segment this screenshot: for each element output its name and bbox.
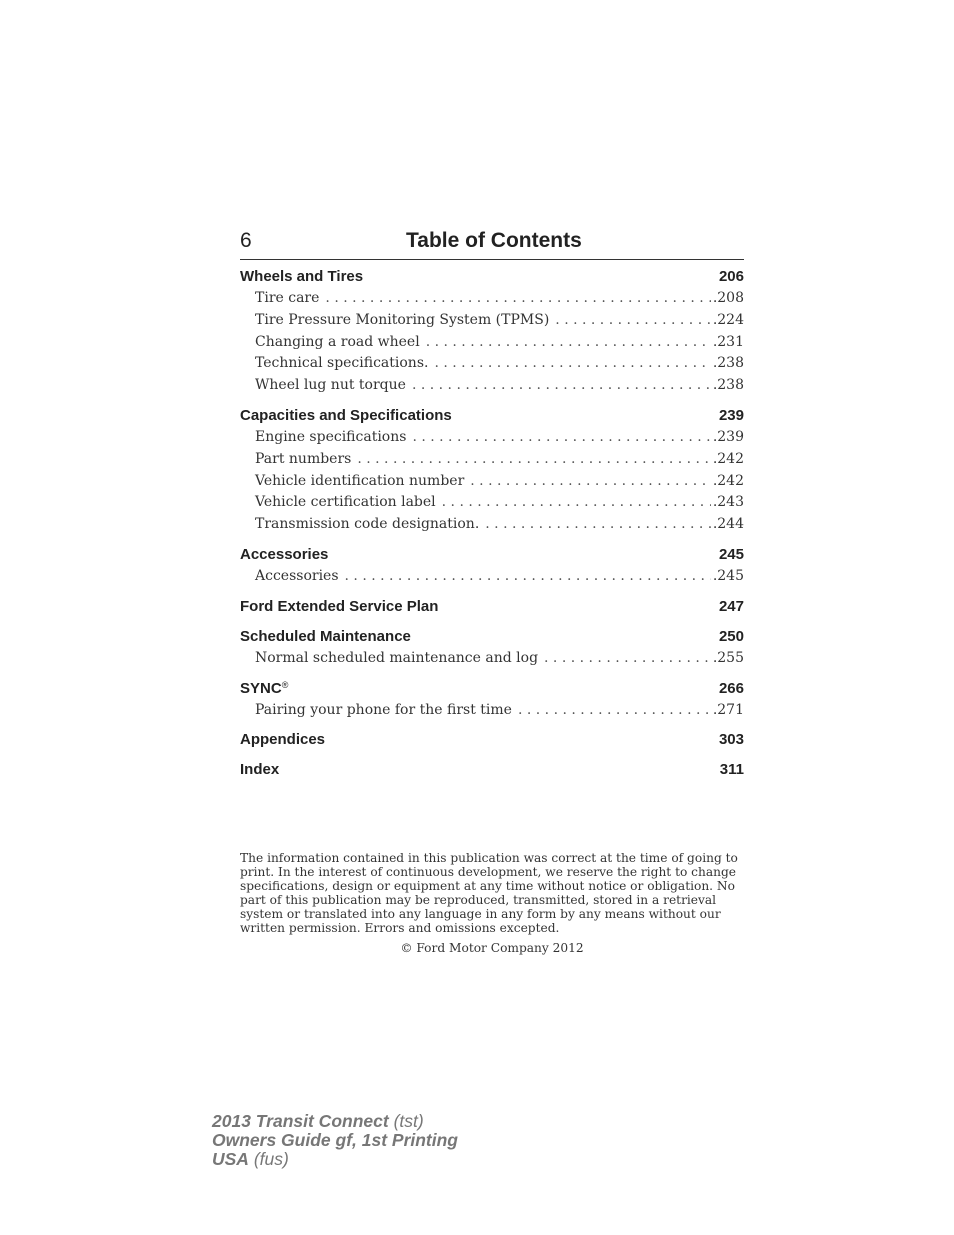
toc-section-title: SYNC® xyxy=(240,679,289,697)
toc-entry-title: Wheel lug nut torque xyxy=(255,377,406,394)
dot-leader xyxy=(412,375,711,397)
toc-entry-title: Accessories xyxy=(255,567,339,584)
toc-section-heading[interactable] xyxy=(240,626,744,648)
toc-entry[interactable] xyxy=(240,427,744,449)
toc-entry-title: Vehicle identification number xyxy=(255,472,465,489)
toc-section-page: 266 xyxy=(718,679,744,697)
toc-entry-title: Tire care xyxy=(255,290,320,306)
dot-leader xyxy=(434,353,710,375)
toc-entry[interactable] xyxy=(240,471,744,493)
section-spacer xyxy=(240,536,744,544)
toc-section-heading[interactable] xyxy=(240,405,744,427)
toc-entry-page: .245 xyxy=(712,567,744,584)
toc-entry-page: .238 xyxy=(712,355,744,372)
toc-section-heading[interactable] xyxy=(240,266,744,288)
toc-section xyxy=(240,544,744,596)
toc-entry-page: .224 xyxy=(712,311,744,328)
toc-section-title: Index xyxy=(240,761,280,779)
toc-section-page: 245 xyxy=(718,545,744,563)
toc-entry[interactable] xyxy=(240,700,744,722)
toc-section-title: Wheels and Tires xyxy=(240,268,364,285)
toc-section-title: Accessories xyxy=(240,545,329,563)
toc-entry-title: Technical specifications. xyxy=(255,355,429,372)
toc-section xyxy=(240,266,744,405)
footer-line-1: 2013 Transit Connect (tst) xyxy=(212,1111,424,1131)
toc-section-page: 311 xyxy=(719,761,744,779)
toc-section xyxy=(240,729,744,759)
toc-entry-page: .271 xyxy=(712,701,744,718)
toc-section-title: Capacities and Specifications xyxy=(240,406,452,424)
page-title: Table of Contents xyxy=(406,229,582,252)
dot-leader xyxy=(325,288,710,310)
toc-entry-page: .243 xyxy=(712,494,744,511)
section-spacer xyxy=(240,588,744,596)
toc-section-title: Ford Extended Service Plan xyxy=(240,597,439,615)
toc-entry-title: Transmission code designation. xyxy=(255,516,480,533)
dot-leader xyxy=(544,648,711,670)
toc-entry-page: .239 xyxy=(712,428,744,445)
toc-section xyxy=(240,759,744,781)
toc-entry[interactable] xyxy=(240,375,744,397)
toc-section-heading[interactable] xyxy=(240,729,744,751)
toc-entry-title: Normal scheduled maintenance and log xyxy=(255,649,539,666)
toc-entry-page: .255 xyxy=(712,649,744,666)
dot-leader xyxy=(357,449,710,471)
toc-entry[interactable] xyxy=(240,332,744,354)
section-spacer xyxy=(240,751,744,759)
dot-leader xyxy=(442,492,711,514)
toc-entry-title: Tire Pressure Monitoring System (TPMS) xyxy=(255,311,550,328)
toc-entry-title: Engine specifications xyxy=(255,428,407,445)
dot-leader xyxy=(555,310,711,332)
toc-entry-page: .231 xyxy=(712,333,744,350)
dot-leader xyxy=(485,514,711,536)
toc-section-title: Scheduled Maintenance xyxy=(240,627,411,645)
toc-section-page: 239 xyxy=(718,406,744,424)
toc-section xyxy=(240,405,744,544)
toc-entry[interactable] xyxy=(240,353,744,375)
dot-leader xyxy=(470,471,711,493)
toc-section xyxy=(240,678,744,730)
toc-entry[interactable] xyxy=(240,492,744,514)
toc-entry-title: Changing a road wheel xyxy=(255,333,420,350)
document-footer xyxy=(212,1112,458,1169)
table-of-contents xyxy=(240,266,744,781)
toc-entry[interactable] xyxy=(240,449,744,471)
copyright-line: © Ford Motor Company 2012 xyxy=(400,941,584,955)
toc-section-title: Appendices xyxy=(240,731,326,749)
toc-section-page: 303 xyxy=(718,731,744,749)
section-spacer xyxy=(240,397,744,405)
dot-leader xyxy=(412,427,710,449)
toc-section xyxy=(240,626,744,678)
toc-entry-title: Pairing your phone for the first time xyxy=(255,701,512,718)
page-header xyxy=(240,228,744,260)
legal-notice: The information contained in this publication was correct at the time of going to print. In the interest of continuous development, we reserve the right to change specifications, design or equipment at any time without notice or obligation. No part of this publication may be reproduced, transmitted, stored in a retrieval system or translated into any language in any form by any means without our written permission. Errors and omissions excepted. xyxy=(240,851,738,935)
toc-entry-page: .238 xyxy=(712,377,744,394)
dot-leader xyxy=(426,332,711,354)
toc-entry[interactable] xyxy=(240,514,744,536)
toc-entry[interactable] xyxy=(240,310,744,332)
toc-entry[interactable] xyxy=(240,648,744,670)
toc-entry-title: Vehicle certification label xyxy=(255,494,436,511)
section-spacer xyxy=(240,721,744,729)
footer-line-2: Owners Guide gf, 1st Printing xyxy=(212,1130,458,1150)
toc-section-page: 247 xyxy=(718,597,744,615)
toc-section-heading[interactable] xyxy=(240,596,744,618)
toc-section-heading[interactable] xyxy=(240,759,744,781)
dot-leader xyxy=(518,700,711,722)
toc-section-heading[interactable] xyxy=(240,544,744,566)
toc-entry-page: .242 xyxy=(712,472,744,489)
toc-section-page: 206 xyxy=(718,268,744,285)
toc-entry-title: Part numbers xyxy=(255,450,352,467)
toc-entry[interactable] xyxy=(240,566,744,588)
toc-section-page: 250 xyxy=(718,627,744,645)
footer-line-3: USA (fus) xyxy=(212,1149,289,1169)
toc-section xyxy=(240,596,744,626)
toc-entry-page: .242 xyxy=(712,450,744,467)
section-spacer xyxy=(240,670,744,678)
dot-leader xyxy=(345,566,711,588)
toc-entry[interactable] xyxy=(240,288,744,310)
section-spacer xyxy=(240,618,744,626)
toc-entry-page: .244 xyxy=(712,516,744,533)
toc-entry-page: .208 xyxy=(712,290,744,306)
page-number: 6 xyxy=(240,229,252,252)
toc-section-heading[interactable] xyxy=(240,678,744,700)
registered-mark: ® xyxy=(281,679,289,690)
